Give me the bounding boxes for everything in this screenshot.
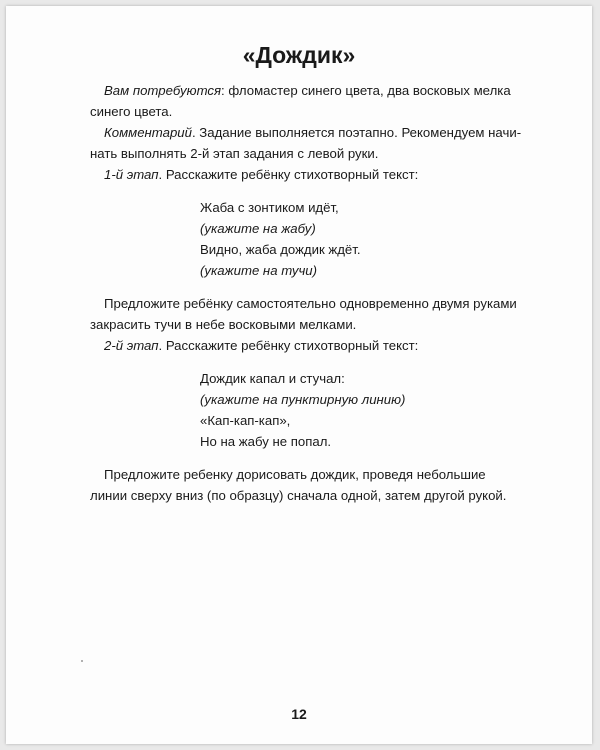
poem-2-line: Но на жабу не попал. <box>200 434 332 449</box>
comment-label: Комментарий <box>104 125 192 140</box>
poem-2-instruction: (укажите на пунктирную линию) <box>200 392 406 407</box>
comment-paragraph <box>90 122 526 164</box>
speck <box>81 660 83 662</box>
poem-1 <box>200 197 526 281</box>
materials-paragraph <box>90 80 526 122</box>
page-number: 12 <box>291 706 307 722</box>
poem-1-instruction: (укажите на тучи) <box>200 263 318 278</box>
stage2-paragraph <box>90 335 526 356</box>
materials-label: Вам потребуются <box>104 83 222 98</box>
page <box>6 6 592 744</box>
stage2-text: . Расскажите ребёнку стихотворный текст: <box>158 338 419 353</box>
poem-1-line: Видно, жаба дождик ждёт. <box>200 242 361 257</box>
poem-2-line: «Кап-кап-кап», <box>200 413 291 428</box>
comment-text: . Задание выполняется поэтапно. Рекомендуем начинать выполнять 2-й этап задания с левой руки. <box>90 125 522 161</box>
content <box>90 80 526 506</box>
coloring-paragraph: Предложите ребёнку самостоятельно одновременно двумя руками закрасить тучи в небе восковыми мелками. <box>90 296 517 332</box>
stage1-label: 1-й этап <box>104 167 159 182</box>
page-title: «Дождик» <box>242 42 356 68</box>
poem-2 <box>200 368 526 452</box>
poem-2-line: Дождик капал и стучал: <box>200 371 345 386</box>
materials-text: : фломастер синего цвета, два восковых мелка синего цвета. <box>90 83 511 119</box>
drawing-paragraph: Предложите ребенку дорисовать дождик, проведя небольшие линии сверху вниз (по образцу) сначала одной, затем другой рукой. <box>90 467 507 503</box>
stage1-paragraph <box>90 164 526 185</box>
stage1-text: . Расскажите ребёнку стихотворный текст: <box>158 167 419 182</box>
stage2-label: 2-й этап <box>104 338 159 353</box>
poem-1-line: Жаба с зонтиком идёт, <box>200 200 339 215</box>
poem-1-instruction: (укажите на жабу) <box>200 221 316 236</box>
